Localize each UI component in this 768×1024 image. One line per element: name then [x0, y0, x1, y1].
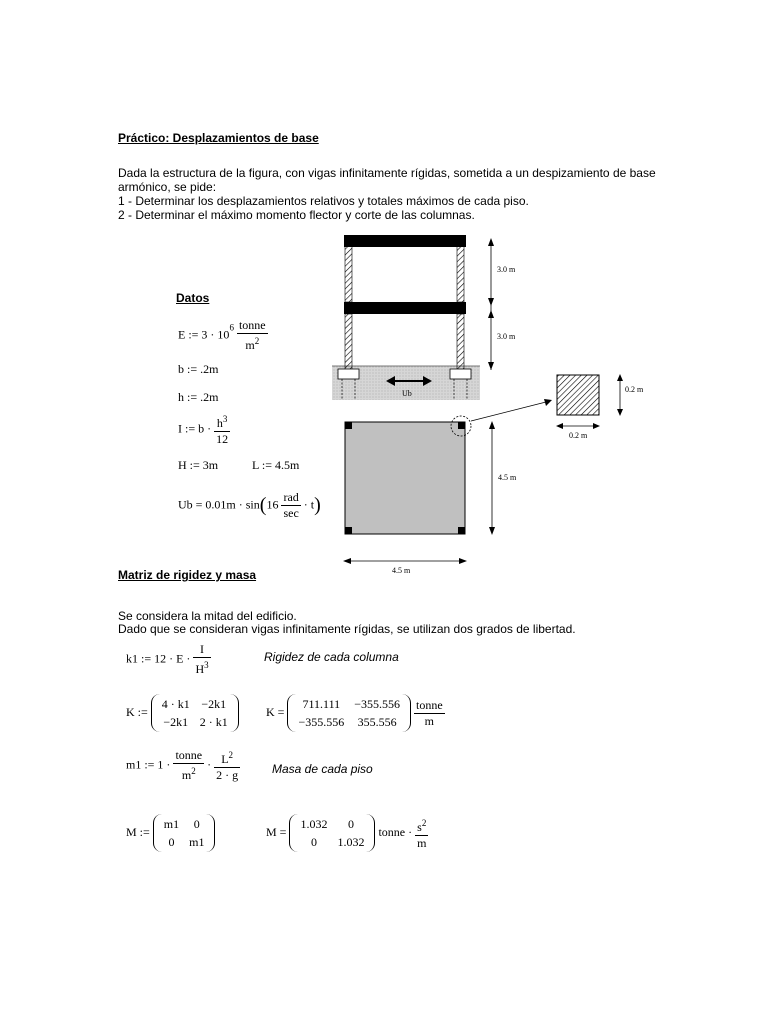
column-section	[557, 375, 599, 415]
section-height-label: 0.2 m	[625, 385, 644, 394]
eq-K-definition: K := 4 · k1 −2k1 −2k1 2 · k1	[126, 694, 239, 732]
eq-M-values: M = 1.032 0 0 1.032 tonne · $\frac{s^2}{m}$	[266, 814, 428, 852]
section2-line-2: Dado que se consideran vigas infinitamente rígidas, se utilizan dos grados de libertad.	[118, 622, 576, 636]
comment-masa: Masa de cada piso	[272, 762, 373, 776]
column-left-lower	[345, 314, 352, 370]
floor-beam	[344, 302, 466, 314]
eq-k1: k1 := 12 · E · $\frac{I}{H^3}$	[126, 642, 209, 676]
plan-column-br	[458, 527, 465, 534]
footing-left	[338, 369, 359, 379]
roof-beam	[344, 235, 466, 247]
eq-b: b := .2m	[178, 362, 219, 376]
column-left-upper	[345, 246, 352, 302]
section-width-label: 0.2 m	[569, 431, 588, 440]
section2-line-1: Se considera la mitad del edificio.	[118, 609, 297, 623]
eq-h: h := .2m	[178, 390, 219, 404]
footing-right	[450, 369, 471, 379]
intro-line-2: armónico, se pide:	[118, 180, 217, 194]
eq-I: I := b · $\frac{h^3}{12}$	[178, 414, 229, 446]
story-height-top-label: 3.0 m	[497, 265, 516, 274]
eq-E: E := $3 \cdot 10^6$ $\frac{\text{tonne}}{m^2}$	[178, 318, 266, 352]
eq-K-values: K = 711.111 −355.556 −355.556 355.556 $\frac{\text{tonne}}{m}$	[266, 694, 445, 732]
column-right-lower	[457, 314, 464, 370]
plan-column-bl	[345, 527, 352, 534]
eq-L: L := 4.5m	[252, 458, 300, 472]
eq-H: H := 3m	[178, 458, 219, 472]
intro-line-1: Dada la estructura de la figura, con vigas infinitamente rígidas, sometida a un despizamiento de base	[118, 166, 656, 180]
section-heading-rigidez: Matriz de rigidez y masa	[118, 568, 257, 582]
page-title: Práctico: Desplazamientos de base	[118, 131, 319, 145]
eq-M-definition: M := m1 0 0 m1	[126, 814, 215, 852]
column-right-upper	[457, 246, 464, 302]
plan-column-tl	[345, 422, 352, 429]
eq-Ub: Ub = 0.01m · sin(16 $\frac{\text{rad}}{\sec}$ · t)	[178, 490, 321, 520]
plan-side-label: 4.5 m	[498, 473, 517, 482]
ub-label: Ub	[402, 389, 412, 398]
story-height-bottom-label: 3.0 m	[497, 332, 516, 341]
eq-m1: m1 := 1 · $\frac{\text{tonne}}{m^2}$ · $\frac{L^2}{2 \cdot g}$	[126, 748, 239, 782]
plan-column-tr	[458, 422, 465, 429]
task-item-1: 1 - Determinar los desplazamientos relativos y totales máximos de cada piso.	[118, 194, 529, 208]
plan-width-label: 4.5 m	[392, 566, 411, 575]
comment-rigidez: Rigidez de cada columna	[264, 650, 399, 664]
datos-heading: Datos	[176, 291, 210, 305]
plan-slab	[345, 422, 465, 534]
task-item-2: 2 - Determinar el máximo momento flector y corte de las columnas.	[118, 208, 475, 222]
